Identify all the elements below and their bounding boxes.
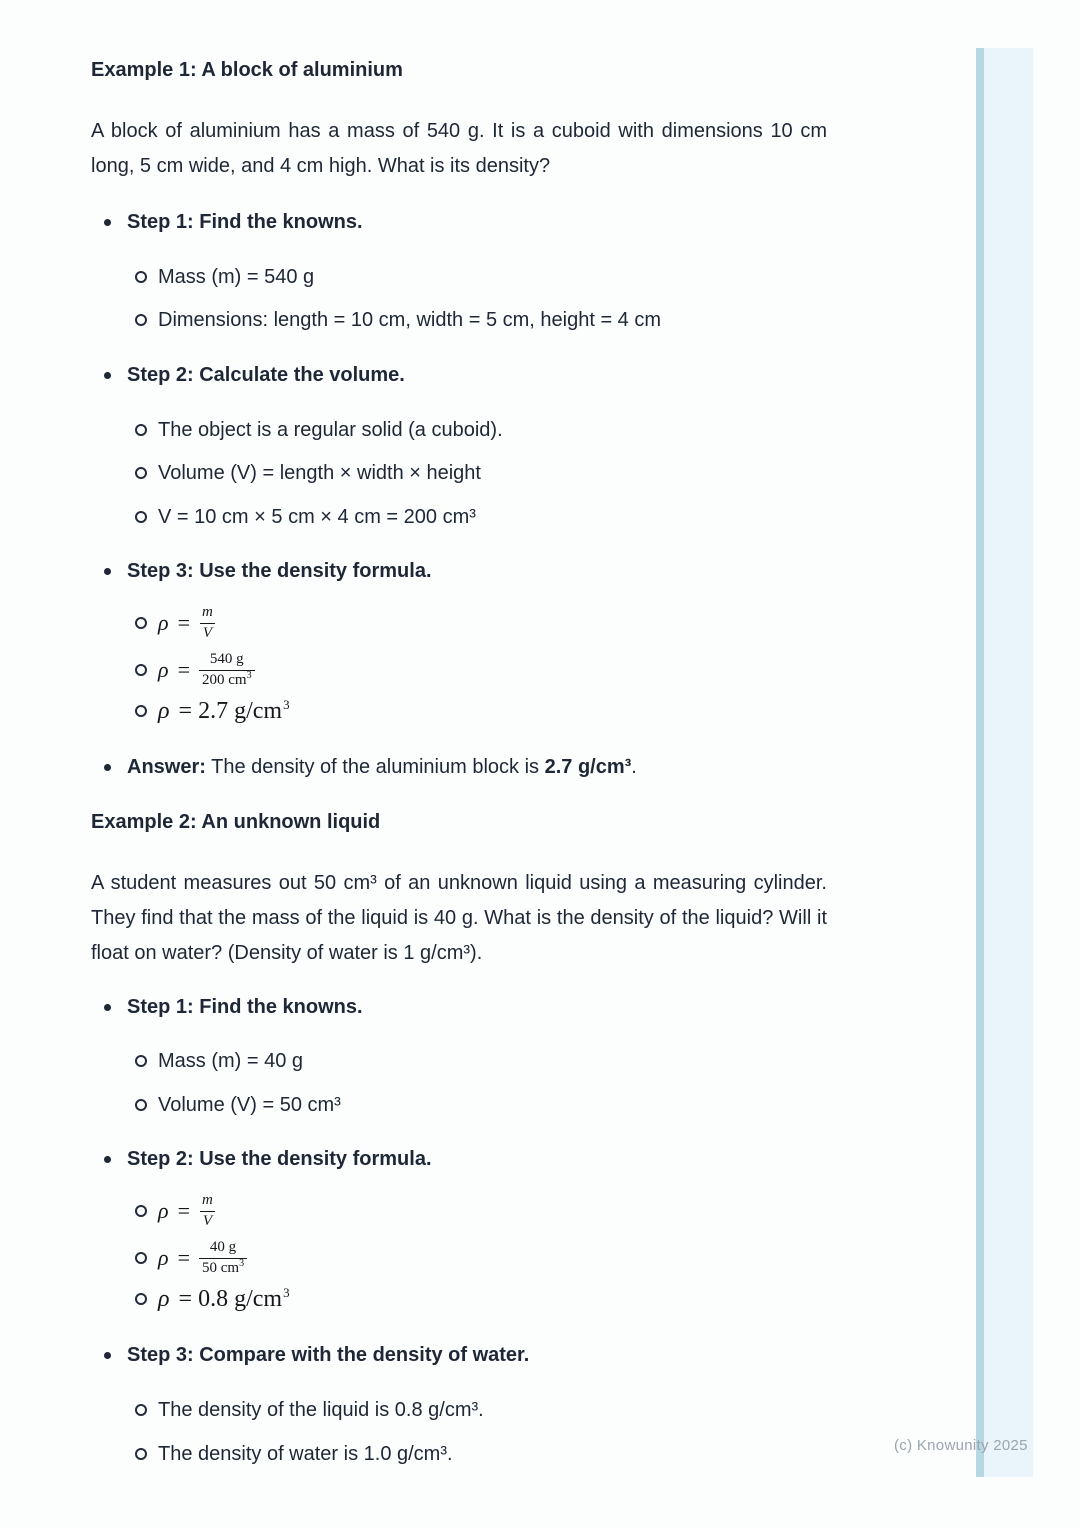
sub-item-text: V = 10 cm × 5 cm × 4 cm = 200 cm³ xyxy=(158,506,476,528)
fraction-denominator: 50 $cm^3$ xyxy=(199,1258,247,1277)
density-result xyxy=(158,697,290,725)
superscript-3: 3 xyxy=(283,1285,290,1300)
step-title: Step 2: Use the density formula. xyxy=(127,1148,432,1170)
density-formula xyxy=(158,604,216,642)
circle-bullet-icon xyxy=(135,1099,147,1111)
fraction-denominator: V xyxy=(200,623,215,642)
circle-bullet-icon xyxy=(135,1293,147,1305)
math-line xyxy=(91,646,827,694)
answer-text: The density of the aluminium block is xyxy=(205,756,545,778)
equals-sign: = xyxy=(177,610,190,635)
page-edge-stripe xyxy=(976,48,1033,1477)
math-line xyxy=(91,1234,827,1282)
bullet-icon xyxy=(104,568,111,575)
circle-bullet-icon xyxy=(135,314,147,326)
copyright-watermark: (c) Knowunity 2025 xyxy=(894,1437,1028,1454)
bullet-icon xyxy=(104,1352,111,1359)
superscript-3: 3 xyxy=(239,1257,245,1269)
rho-symbol: ρ xyxy=(158,1245,169,1270)
sub-list-item xyxy=(91,263,827,291)
sub-list-item xyxy=(91,503,827,531)
equals-sign: = xyxy=(177,1245,190,1270)
circle-bullet-icon xyxy=(135,705,147,717)
math-line xyxy=(91,694,827,728)
math-line xyxy=(91,1282,827,1316)
math-line xyxy=(91,600,827,646)
math-line xyxy=(91,1188,827,1234)
step-title: Step 3: Compare with the density of water. xyxy=(127,1344,530,1366)
circle-bullet-icon xyxy=(135,1055,147,1067)
circle-bullet-icon xyxy=(135,1448,147,1460)
fraction-denominator: V xyxy=(200,1211,215,1230)
answer-value: 2.7 g/cm³ xyxy=(544,756,632,778)
circle-bullet-icon xyxy=(135,1404,147,1416)
bullet-icon xyxy=(104,764,111,771)
sub-item-text: Volume (V) = 50 cm³ xyxy=(158,1094,341,1116)
sub-list-item xyxy=(91,1091,827,1119)
fraction xyxy=(199,651,255,689)
rho-symbol: ρ xyxy=(158,657,169,682)
fraction-numerator: 540 g xyxy=(209,651,244,668)
fraction-denominator: 200 $cm^3$ xyxy=(199,670,255,689)
fraction-numerator: m xyxy=(201,1192,213,1209)
sub-item-text: The density of water is 1.0 g/cm³. xyxy=(158,1443,453,1465)
answer-line xyxy=(127,753,637,781)
circle-bullet-icon xyxy=(135,1252,147,1264)
superscript-3: 3 xyxy=(283,697,290,712)
fraction xyxy=(199,604,216,642)
step-title: Step 3: Use the density formula. xyxy=(127,560,432,582)
equals-sign: = xyxy=(177,657,190,682)
example1-paragraph: A block of aluminium has a mass of 540 g. It is a cuboid with dimensions 10 cm long, 5 cm wide, and 4 cm high. What is its density? xyxy=(91,120,827,177)
rho-symbol: ρ xyxy=(158,1198,169,1223)
circle-bullet-icon xyxy=(135,467,147,479)
fraction xyxy=(199,1239,247,1277)
circle-bullet-icon xyxy=(135,511,147,523)
superscript-3: 3 xyxy=(246,669,252,681)
sub-item-text: Volume (V) = length × width × height xyxy=(158,462,481,484)
answer-item xyxy=(91,753,827,781)
sub-item-text: The object is a regular solid (a cuboid). xyxy=(158,419,503,441)
step-title: Step 2: Calculate the volume. xyxy=(127,364,405,386)
density-substitution xyxy=(158,651,255,689)
density-substitution xyxy=(158,1239,247,1277)
sub-item-text: The density of the liquid is 0.8 g/cm³. xyxy=(158,1399,484,1421)
bullet-icon xyxy=(104,219,111,226)
step-list-item xyxy=(91,1341,827,1369)
example1-heading: Example 1: A block of aluminium xyxy=(91,59,403,81)
answer-period: . xyxy=(631,756,637,778)
sub-list-item xyxy=(91,459,827,487)
circle-bullet-icon xyxy=(135,424,147,436)
rho-symbol: ρ xyxy=(158,610,169,635)
sub-item-text: Dimensions: length = 10 cm, width = 5 cm, height = 4 cm xyxy=(158,309,662,331)
result-value: = 0.8 g/cm xyxy=(178,1286,283,1312)
rho-symbol: ρ xyxy=(158,698,170,724)
sub-list-item xyxy=(91,1047,827,1075)
sub-list-item xyxy=(91,306,827,334)
step-title: Step 1: Find the knowns. xyxy=(127,996,363,1018)
step-list-item xyxy=(91,557,827,585)
bullet-icon xyxy=(104,1156,111,1163)
sub-list-item xyxy=(91,1396,827,1424)
document-content xyxy=(91,56,827,1468)
step-list-item xyxy=(91,361,827,389)
sub-list-item xyxy=(91,416,827,444)
equals-sign: = xyxy=(177,1198,190,1223)
step-title: Step 1: Find the knowns. xyxy=(127,211,363,233)
sub-item-text: Mass (m) = 40 g xyxy=(158,1050,304,1072)
fraction-numerator: 40 g xyxy=(209,1239,237,1256)
sub-list-item xyxy=(91,1440,827,1468)
bullet-icon xyxy=(104,372,111,379)
step-list-item xyxy=(91,208,827,236)
sub-item-text: Mass (m) = 540 g xyxy=(158,266,315,288)
step-list-item xyxy=(91,1145,827,1173)
result-value: = 2.7 g/cm xyxy=(178,698,283,724)
circle-bullet-icon xyxy=(135,617,147,629)
example2-paragraph: A student measures out 50 cm³ of an unknown liquid using a measuring cylinder. They find that the mass of the liquid is 40 g. What is the density of the liquid? Will it float on water? (Density of water is 1 g/cm³). xyxy=(91,872,827,964)
fraction-numerator: m xyxy=(201,604,213,621)
circle-bullet-icon xyxy=(135,271,147,283)
circle-bullet-icon xyxy=(135,1205,147,1217)
density-formula xyxy=(158,1192,216,1230)
rho-symbol: ρ xyxy=(158,1286,170,1312)
bullet-icon xyxy=(104,1004,111,1011)
example2-heading: Example 2: An unknown liquid xyxy=(91,811,381,833)
step-list-item xyxy=(91,993,827,1021)
answer-label: Answer: xyxy=(127,756,206,778)
density-result xyxy=(158,1285,290,1313)
circle-bullet-icon xyxy=(135,664,147,676)
fraction xyxy=(199,1192,216,1230)
